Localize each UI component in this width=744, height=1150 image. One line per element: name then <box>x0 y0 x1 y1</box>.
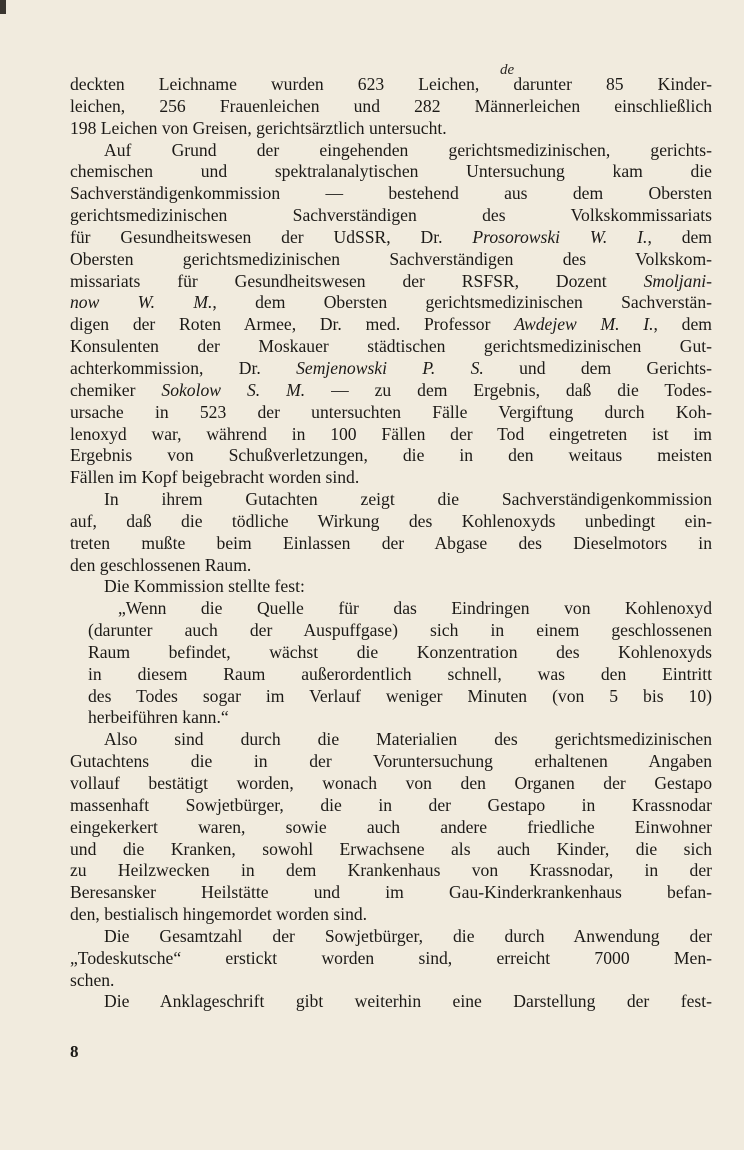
italic-name: now W. M. <box>70 292 213 313</box>
text-line <box>70 926 712 948</box>
text-run: , dem Obersten gerichtsmedizinischen Sachverstän- <box>212 292 712 313</box>
text-run: digen der Roten Armee, Dr. med. Professor <box>70 314 515 335</box>
text-run: eingekerkert waren, sowie auch andere friedliche Einwohner <box>70 816 712 837</box>
text-line <box>70 445 712 467</box>
text-run: „Todeskutsche“ erstickt worden sind, erreicht 7000 Men- <box>70 947 712 968</box>
text-run: herbeiführen kann.“ <box>88 707 229 728</box>
text-run: auf, daß die tödliche Wirkung des Kohlenoxyds unbedingt ein- <box>70 510 712 531</box>
text-run: in diesem Raum außerordentlich schnell, was den Eintritt <box>88 663 712 684</box>
text-line <box>70 839 712 861</box>
text-line <box>70 817 712 839</box>
text-line <box>70 751 712 773</box>
text-line <box>70 314 712 336</box>
text-line <box>70 707 712 729</box>
text-line <box>70 860 712 882</box>
text-line <box>70 271 712 293</box>
handwritten-annotation: de <box>500 62 515 78</box>
text-run: des Todes sogar im Verlauf weniger Minuten (von 5 bis 10) <box>88 685 712 706</box>
text-run: chemiker <box>70 379 162 400</box>
text-line <box>70 249 712 271</box>
text-line <box>70 948 712 970</box>
text-run: leichen, 256 Frauenleichen und 282 Männerleichen einschließlich <box>70 95 712 116</box>
text-line <box>70 227 712 249</box>
text-line <box>70 380 712 402</box>
text-line <box>70 904 712 926</box>
text-run: massenhaft Sowjetbürger, die in der Gestapo in Krassnodar <box>70 794 712 815</box>
text-run: missariats für Gesundheitswesen der RSFSR, Dozent <box>70 270 644 291</box>
text-line <box>70 686 712 708</box>
text-run: lenoxyd war, während in 100 Fällen der Tod eingetreten ist im <box>70 423 712 444</box>
text-run: Die Kommission stellte fest: <box>104 576 305 597</box>
text-line <box>70 555 712 577</box>
text-run: den, bestialisch hingemordet worden sind. <box>70 904 368 925</box>
text-line <box>70 336 712 358</box>
text-run: Gutachtens die in der Voruntersuchung erhaltenen Angaben <box>70 751 712 772</box>
text-line <box>70 664 712 686</box>
text-run: Raum befindet, wächst die Konzentration des Kohlenoxyds <box>88 641 712 662</box>
text-line <box>70 773 712 795</box>
text-run: gerichtsmedizinischen Sachverständigen des Volkskommissariats <box>70 205 712 226</box>
text-run: , dem <box>647 226 712 247</box>
text-line <box>70 795 712 817</box>
text-line <box>70 161 712 183</box>
text-line <box>70 882 712 904</box>
page-number: 8 <box>70 1042 79 1061</box>
text-run: ursache in 523 der untersuchten Fälle Vergiftung durch Koh- <box>70 401 712 422</box>
text-run: „Wenn die Quelle für das Eindringen von Kohlenoxyd <box>118 598 712 619</box>
text-line <box>70 533 712 555</box>
text-run: treten mußte beim Einlassen der Abgase des Dieselmotors in <box>70 532 712 553</box>
text-line <box>70 489 712 511</box>
text-run: Obersten gerichtsmedizinischen Sachverständigen des Volkskom- <box>70 248 712 269</box>
text-line <box>70 991 712 1013</box>
text-run: (darunter auch der Auspuffgase) sich in einem geschlossenen <box>88 620 712 641</box>
text-run: Die Anklageschrift gibt weiterhin eine Darstellung der fest- <box>104 991 712 1012</box>
text-run: chemischen und spektralanalytischen Untersuchung kam die <box>70 161 712 182</box>
text-run: Auf Grund der eingehenden gerichtsmedizinischen, gerichts- <box>104 139 712 160</box>
text-run: deckten Leichname wurden 623 Leichen, darunter 85 Kinder- <box>70 74 712 94</box>
text-run: Konsulenten der Moskauer städtischen gerichtsmedizinischen Gut- <box>70 336 712 357</box>
text-line <box>70 96 712 118</box>
text-run: und die Kranken, sowohl Erwachsene als auch Kinder, die sich <box>70 838 712 859</box>
text-line <box>70 467 712 489</box>
text-run: Sachverständigenkommission — bestehend aus dem Obersten <box>70 183 712 204</box>
text-line <box>70 140 712 162</box>
text-line <box>70 511 712 533</box>
text-line <box>70 205 712 227</box>
text-line <box>70 729 712 751</box>
text-run: , dem <box>653 314 712 335</box>
body-text <box>70 74 712 1013</box>
text-run: achterkommission, Dr. <box>70 357 297 378</box>
text-line <box>70 74 712 96</box>
text-run: Also sind durch die Materialien des gerichtsmedizinischen <box>104 729 712 750</box>
text-line <box>70 598 712 620</box>
text-line <box>70 424 712 446</box>
text-line <box>70 576 712 598</box>
text-run: In ihrem Gutachten zeigt die Sachverständigenkommission <box>104 489 712 510</box>
text-run: Die Gesamtzahl der Sowjetbürger, die durch Anwendung der <box>104 925 712 946</box>
italic-name: Smoljani- <box>643 270 712 291</box>
text-run: Fällen im Kopf beigebracht worden sind. <box>70 467 360 488</box>
text-line <box>70 118 712 140</box>
text-run: Ergebnis von Schußverletzungen, die in den weitaus meisten <box>70 445 712 466</box>
text-run: schen. <box>70 969 115 990</box>
page-corner-mark <box>0 0 6 14</box>
text-line <box>70 292 712 314</box>
text-line <box>70 183 712 205</box>
text-run: zu Heilzwecken in dem Krankenhaus von Krassnodar, in der <box>70 860 712 881</box>
text-run: für Gesundheitswesen der UdSSR, Dr. <box>70 226 473 247</box>
text-line <box>70 402 712 424</box>
text-line <box>70 642 712 664</box>
italic-name: Awdejew M. I. <box>514 314 654 335</box>
text-run: den geschlossenen Raum. <box>70 554 252 575</box>
italic-name: Semjenowski P. S. <box>296 357 484 378</box>
text-run: vollauf bestätigt worden, wonach von den Organen der Gestapo <box>70 773 712 793</box>
text-line <box>70 358 712 380</box>
text-run: Beresansker Heilstätte und im Gau-Kinderkrankenhaus befan- <box>70 882 712 903</box>
text-run: und dem Gerichts- <box>483 357 712 378</box>
text-line <box>70 620 712 642</box>
italic-name: Prosorowski W. I. <box>472 226 648 247</box>
text-line <box>70 970 712 992</box>
text-run: — zu dem Ergebnis, daß die Todes- <box>305 379 712 400</box>
text-run: 198 Leichen von Greisen, gerichtsärztlich untersucht. <box>70 117 447 138</box>
italic-name: Sokolow S. M. <box>161 379 306 400</box>
